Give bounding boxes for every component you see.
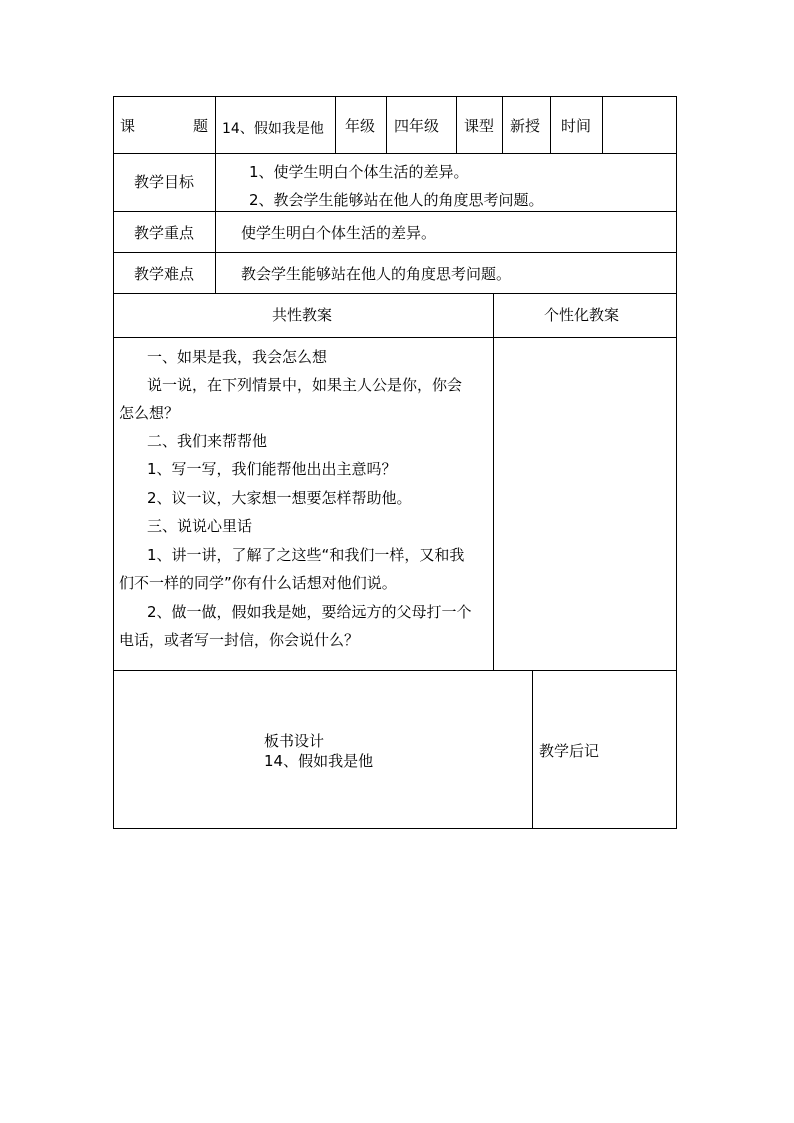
common-plan-header: 共性教案 <box>272 306 333 324</box>
plan-line: 说一说，在下列情景中，如果主人公是你，你会 <box>147 376 463 394</box>
plan-line: 2、做一做，假如我是她，要给远方的父母打一个 <box>147 603 472 621</box>
type-value: 新授 <box>510 117 541 135</box>
grade-label: 年级 <box>345 117 376 135</box>
key-point-label: 教学重点 <box>134 224 195 242</box>
lesson-label-right: 题 <box>193 117 209 135</box>
time-label: 时间 <box>561 117 592 135</box>
plan-line: 三、说说心里话 <box>147 517 253 535</box>
plan-line: 怎么想？ <box>119 404 180 422</box>
plan-line: 1、讲一讲，了解了之这些“和我们一样，又和我 <box>147 546 465 564</box>
plan-line: 1、写一写，我们能帮他出出主意吗？ <box>147 460 397 478</box>
lesson-label-left: 课 <box>120 117 136 135</box>
objective-item-1: 1、使学生明白个体生活的差异。 <box>249 163 469 181</box>
personal-plan-header: 个性化教案 <box>544 306 620 324</box>
type-label: 课型 <box>464 117 495 135</box>
difficulty-text: 教会学生能够站在他人的角度思考问题。 <box>241 265 512 283</box>
plan-line: 电话，或者写一封信，你会说什么？ <box>119 631 360 649</box>
board-design-label: 板书设计 <box>264 732 325 750</box>
key-point-text: 使学生明白个体生活的差异。 <box>241 224 437 242</box>
plan-line: 2、议一议，大家想一想要怎样帮助他。 <box>147 489 412 507</box>
reflection-label: 教学后记 <box>539 742 600 760</box>
grade-value: 四年级 <box>394 117 440 135</box>
plan-line: 一、如果是我，我会怎么想 <box>147 348 328 366</box>
plan-line: 们不一样的同学”你有什么话想对他们说。 <box>119 574 397 592</box>
lesson-title: 14、假如我是他 <box>222 121 324 137</box>
board-design-title: 14、假如我是他 <box>264 752 374 770</box>
difficulty-label: 教学难点 <box>134 265 195 283</box>
objectives-label: 教学目标 <box>134 173 195 191</box>
objective-item-2: 2、教会学生能够站在他人的角度思考问题。 <box>249 191 544 209</box>
plan-line: 二、我们来帮帮他 <box>147 432 268 450</box>
